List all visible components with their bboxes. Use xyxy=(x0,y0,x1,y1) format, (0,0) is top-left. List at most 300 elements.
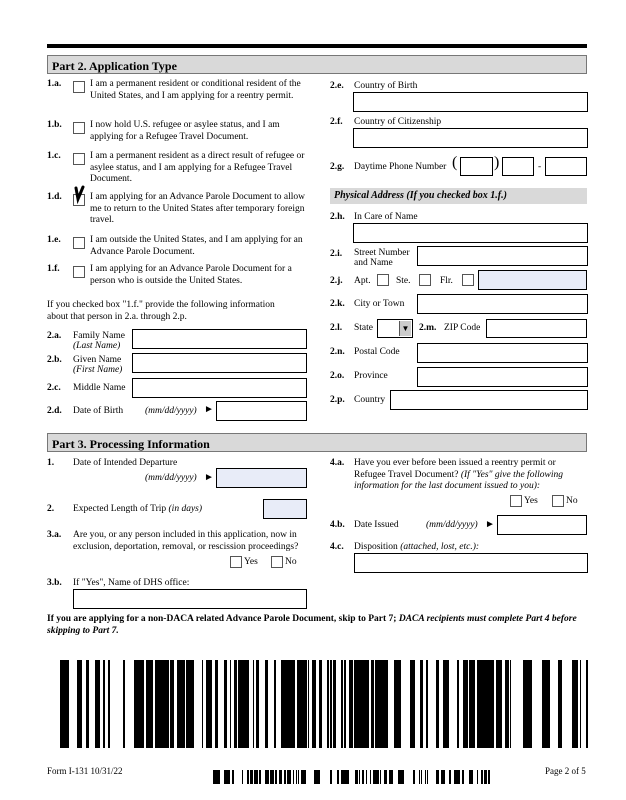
no-label: No xyxy=(566,496,578,506)
barcode-bar xyxy=(259,770,261,784)
barcode-bar xyxy=(312,660,313,748)
barcode-bar xyxy=(366,660,369,748)
barcode-bar xyxy=(217,660,218,748)
barcode-bar xyxy=(279,770,280,784)
dob-format: (mm/dd/yyyy) xyxy=(145,406,197,416)
barcode-bar xyxy=(412,660,415,748)
barcode-bar xyxy=(308,660,309,748)
barcode-bar xyxy=(471,770,473,784)
barcode-bar xyxy=(344,660,346,748)
barcode-bar xyxy=(281,660,282,748)
unit-number-input[interactable] xyxy=(478,270,587,290)
postal-code-input[interactable] xyxy=(417,343,588,363)
dhs-office-input[interactable] xyxy=(73,589,307,609)
care-of-input[interactable] xyxy=(353,223,588,243)
barcode-bar xyxy=(60,660,62,748)
part2-instruction: If you checked box "1.f." provide the following information about that person in 2.a. through 2.p. xyxy=(47,300,275,322)
barcode-bar xyxy=(256,660,259,748)
barcode-bar xyxy=(257,770,258,784)
barcode-bar xyxy=(400,660,401,748)
barcode-bar xyxy=(389,770,390,784)
barcode-bar xyxy=(180,660,183,748)
field-num: 3.b. xyxy=(47,578,62,588)
date-issued-label: Date Issued xyxy=(354,520,399,530)
disposition-label: Disposition (attached, lost, etc.): xyxy=(354,542,480,552)
barcode-bar xyxy=(86,660,89,748)
barcode-bar xyxy=(189,660,192,748)
date-issued-input[interactable] xyxy=(497,515,587,535)
barcode-bar xyxy=(81,660,82,748)
barcode-bar xyxy=(213,770,214,784)
barcode-bar xyxy=(293,770,294,784)
barcode-bar xyxy=(345,770,347,784)
barcode-bar xyxy=(373,770,375,784)
barcode-bar xyxy=(529,660,532,748)
barcode-bar xyxy=(242,770,243,784)
yes-label: Yes xyxy=(524,496,538,506)
barcode-bar xyxy=(155,660,158,748)
barcode-bar xyxy=(334,660,336,748)
ste-checkbox[interactable] xyxy=(419,274,431,286)
barcode-bar xyxy=(159,660,162,748)
field-num: 4.b. xyxy=(330,520,345,530)
barcode-bar xyxy=(168,660,169,748)
skip-notice: If you are applying for a non-DACA related Advance Parole Document, skip to Part 7; DACA recipients must complete Part 4 before skipping to Part 7. xyxy=(47,614,577,636)
barcode-bar xyxy=(462,770,464,784)
barcode-bar xyxy=(420,660,421,748)
barcode-bar xyxy=(444,770,445,784)
footer-barcode xyxy=(210,770,490,784)
barcode-bar xyxy=(158,660,159,748)
barcode-bar xyxy=(458,770,459,784)
middle-name-label: Middle Name xyxy=(73,383,126,393)
barcode-bar xyxy=(78,660,81,748)
barcode-bar xyxy=(62,660,65,748)
barcode-bar xyxy=(362,660,364,748)
barcode-bar xyxy=(356,770,357,784)
barcode-bar xyxy=(172,660,173,748)
checkmark-icon xyxy=(73,185,87,207)
barcode-bar xyxy=(370,770,371,784)
item-number: 1.e. xyxy=(47,235,61,245)
barcode-bar xyxy=(235,660,237,748)
proceedings-question: Are you, or any person included in this application, now in exclusion, deportation, removal, or rescission proceedings? xyxy=(73,530,299,552)
disposition-input[interactable] xyxy=(354,553,588,573)
barcode-bar xyxy=(228,770,230,784)
care-of-label: In Care of Name xyxy=(354,212,418,222)
family-name-label: Family Name xyxy=(73,331,125,341)
barcode-bar xyxy=(283,660,286,748)
postal-code-label: Postal Code xyxy=(354,347,400,357)
barcode-bar xyxy=(108,660,110,748)
flr-checkbox[interactable] xyxy=(462,274,474,286)
top-rule xyxy=(47,44,587,48)
barcode-bar xyxy=(230,660,231,748)
barcode-bar xyxy=(210,660,212,748)
prior-doc-no-checkbox[interactable] xyxy=(552,495,564,507)
arrow-right-icon: ► xyxy=(485,519,495,530)
barcode-bar xyxy=(560,660,562,748)
barcode-bar xyxy=(313,660,316,748)
barcode-bar xyxy=(316,770,318,784)
application-type-checkbox[interactable] xyxy=(73,237,85,249)
barcode-bar xyxy=(246,660,249,748)
barcode-bar xyxy=(558,660,560,748)
barcode-bar xyxy=(438,660,439,748)
barcode-bar xyxy=(402,770,404,784)
barcode-bar xyxy=(337,770,339,784)
country-label: Country xyxy=(354,395,386,405)
barcode-bar xyxy=(301,770,303,784)
country-citizenship-label: Country of Citizenship xyxy=(354,117,442,127)
barcode-bar xyxy=(253,660,254,748)
field-num: 3.a. xyxy=(47,530,62,540)
barcode-bar xyxy=(280,770,282,784)
country-birth-input[interactable] xyxy=(353,92,588,112)
barcode-bar xyxy=(469,660,471,748)
field-num: 2.e. xyxy=(330,81,344,91)
proceedings-yes-checkbox[interactable] xyxy=(230,556,242,568)
barcode-bar xyxy=(444,660,447,748)
barcode-bar xyxy=(436,770,438,784)
application-type-checkbox[interactable] xyxy=(73,153,85,165)
item-number: 1.a. xyxy=(47,79,62,89)
state-select[interactable] xyxy=(377,319,413,338)
barcode-bar xyxy=(141,660,142,748)
item-number: 1.d. xyxy=(47,192,62,202)
barcode-bar xyxy=(482,660,484,748)
barcode-bar xyxy=(463,660,466,748)
barcode-bar xyxy=(419,770,420,784)
barcode-bar xyxy=(224,770,226,784)
barcode-bar xyxy=(166,660,168,748)
barcode-bar xyxy=(364,660,366,748)
phone-prefix-input[interactable] xyxy=(502,157,534,176)
item-number: 1.c. xyxy=(47,151,61,161)
barcode-bar xyxy=(577,660,578,748)
barcode-bar xyxy=(219,770,220,784)
barcode-bar xyxy=(296,770,297,784)
barcode-bar xyxy=(341,770,343,784)
dob-input[interactable] xyxy=(216,401,307,421)
barcode-bar xyxy=(413,770,414,784)
barcode-bar xyxy=(580,660,581,748)
barcode-bar xyxy=(400,770,402,784)
barcode-bar xyxy=(318,770,320,784)
barcode-bar xyxy=(477,770,478,784)
barcode-bar xyxy=(146,660,148,748)
barcode-bar xyxy=(173,660,174,748)
barcode-bar xyxy=(298,770,299,784)
dob-label: Date of Birth xyxy=(73,406,124,416)
prior-doc-yes-checkbox[interactable] xyxy=(510,495,522,507)
barcode-bar xyxy=(97,660,100,748)
barcode-bar xyxy=(290,770,291,784)
street-label: Street Number xyxy=(354,248,410,258)
barcode-bar xyxy=(542,660,545,748)
trip-length-input[interactable] xyxy=(263,499,307,519)
barcode-bar xyxy=(330,660,332,748)
apt-checkbox[interactable] xyxy=(377,274,389,286)
province-input[interactable] xyxy=(417,367,588,387)
field-num: 2.d. xyxy=(47,406,62,416)
barcode-bar xyxy=(177,660,180,748)
part3-header: Part 3. Processing Information xyxy=(47,433,587,452)
barcode-bar xyxy=(398,770,400,784)
barcode-bar xyxy=(250,770,252,784)
barcode-bar xyxy=(350,660,353,748)
barcode-bar xyxy=(523,660,526,748)
barcode-bar xyxy=(243,660,246,748)
barcode-bar xyxy=(548,660,550,748)
province-label: Province xyxy=(354,371,388,381)
barcode-bar xyxy=(359,770,360,784)
barcode-bar xyxy=(288,770,290,784)
given-name-sub: (First Name) xyxy=(73,365,123,375)
application-type-checkbox[interactable] xyxy=(73,194,85,206)
field-num: 2.l. xyxy=(330,323,343,333)
barcode-bar xyxy=(65,660,66,748)
item-number: 1.f. xyxy=(47,264,60,274)
barcode-bar xyxy=(471,660,473,748)
pdf417-barcode xyxy=(58,660,590,748)
barcode-bar xyxy=(426,660,428,748)
application-type-text: I now hold U.S. refugee or asylee status, and I am applying for a Refugee Travel Document. xyxy=(90,120,280,142)
field-num: 2.m. xyxy=(419,323,437,333)
barcode-bar xyxy=(206,660,207,748)
barcode-bar xyxy=(170,660,172,748)
barcode-bar xyxy=(436,660,438,748)
application-type-text: I am a permanent resident or conditional resident of the United States, and I am applying for a reentry permit. xyxy=(90,79,301,101)
barcode-bar xyxy=(139,660,141,748)
barcode-bar xyxy=(448,660,449,748)
barcode-bar xyxy=(287,770,288,784)
barcode-bar xyxy=(137,660,139,748)
barcode-bar xyxy=(347,770,349,784)
barcode-bar xyxy=(586,660,588,748)
field-num: 2.k. xyxy=(330,299,345,309)
barcode-bar xyxy=(410,660,412,748)
country-birth-label: Country of Birth xyxy=(354,81,418,91)
barcode-bar xyxy=(397,660,400,748)
barcode-bar xyxy=(267,770,269,784)
city-input[interactable] xyxy=(417,294,588,314)
barcode-bar xyxy=(454,770,456,784)
barcode-bar xyxy=(302,660,305,748)
barcode-bar xyxy=(238,660,240,748)
barcode-bar xyxy=(427,770,428,784)
barcode-bar xyxy=(314,770,316,784)
physical-address-header: Physical Address (If you checked box 1.f.) xyxy=(330,188,587,204)
field-num: 2.i. xyxy=(330,249,343,259)
barcode-bar xyxy=(507,660,508,748)
barcode-bar xyxy=(240,660,241,748)
dhs-office-label: If "Yes", Name of DHS office: xyxy=(73,578,190,588)
barcode-bar xyxy=(354,660,357,748)
field-num: 2.j. xyxy=(330,276,343,286)
part2-header: Part 2. Application Type xyxy=(47,55,587,74)
barcode-bar xyxy=(384,770,386,784)
application-type-checkbox[interactable] xyxy=(73,81,85,93)
application-type-checkbox[interactable] xyxy=(73,266,85,278)
barcode-bar xyxy=(378,770,379,784)
barcode-bar xyxy=(255,770,257,784)
paren-open: ( xyxy=(452,154,458,171)
yes-label: Yes xyxy=(244,557,258,567)
barcode-bar xyxy=(186,660,187,748)
barcode-bar xyxy=(441,770,442,784)
paren-close: ) xyxy=(494,154,500,171)
barcode-bar xyxy=(526,660,529,748)
field-num: 2.g. xyxy=(330,162,345,172)
field-num: 2.b. xyxy=(47,355,62,365)
barcode-bar xyxy=(375,770,377,784)
apt-label: Apt. xyxy=(354,276,371,286)
barcode-bar xyxy=(162,660,163,748)
country-citizenship-input[interactable] xyxy=(353,128,588,148)
barcode-bar xyxy=(362,770,364,784)
trip-length-label: Expected Length of Trip (in days) xyxy=(73,504,203,514)
phone-area-input[interactable] xyxy=(460,157,493,176)
field-num: 4.c. xyxy=(330,542,344,552)
barcode-bar xyxy=(103,660,105,748)
flr-label: Flr. xyxy=(440,276,453,286)
middle-name-input[interactable] xyxy=(132,378,307,398)
barcode-bar xyxy=(391,770,393,784)
barcode-bar xyxy=(300,660,301,748)
application-type-text: I am applying for an Advance Parole Document to allow me to return to the United States after temporary foreign travel. xyxy=(90,192,306,225)
barcode-bar xyxy=(496,660,499,748)
barcode-bar xyxy=(379,660,382,748)
barcode-bar xyxy=(214,770,216,784)
application-type-text: I am outside the United States, and I am applying for an Advance Parole Document. xyxy=(90,235,303,257)
barcode-bar xyxy=(227,770,228,784)
page-number: Page 2 of 5 xyxy=(545,766,586,776)
barcode-bar xyxy=(575,660,577,748)
state-label: State xyxy=(354,323,373,333)
barcode-bar xyxy=(442,770,443,784)
barcode-bar xyxy=(481,770,483,784)
barcode-bar xyxy=(341,660,343,748)
barcode-bar xyxy=(477,660,479,748)
barcode-bar xyxy=(183,660,185,748)
field-num: 1. xyxy=(47,458,55,468)
barcode-bar xyxy=(163,660,166,748)
arrow-right-icon: ► xyxy=(204,472,214,483)
phone-line-input[interactable] xyxy=(545,157,587,176)
barcode-bar xyxy=(330,770,332,784)
barcode-bar xyxy=(349,660,350,748)
barcode-bar xyxy=(484,770,485,784)
barcode-bar xyxy=(486,660,489,748)
arrow-right-icon: ► xyxy=(204,404,214,415)
barcode-bar xyxy=(386,770,387,784)
country-input[interactable] xyxy=(390,390,588,410)
barcode-bar xyxy=(357,770,358,784)
barcode-bar xyxy=(304,770,306,784)
barcode-bar xyxy=(375,660,376,748)
dash: - xyxy=(538,162,542,172)
barcode-bar xyxy=(270,770,272,784)
barcode-bar xyxy=(485,770,486,784)
form-id: Form I-131 10/31/22 xyxy=(47,766,123,776)
barcode-bar xyxy=(224,660,227,748)
chevron-down-icon[interactable]: ▼ xyxy=(399,321,411,336)
street-label-2: and Name xyxy=(354,258,393,268)
barcode-bar xyxy=(479,660,482,748)
family-name-input[interactable] xyxy=(132,329,307,349)
barcode-bar xyxy=(380,770,381,784)
barcode-bar xyxy=(232,770,234,784)
barcode-bar xyxy=(491,660,494,748)
barcode-bar xyxy=(265,770,267,784)
barcode-bar xyxy=(319,660,322,748)
prior-doc-question: Have you ever before been issued a reentry permit or Refugee Travel Document? (If "Yes" give the following information for the last document issued to you): xyxy=(354,458,563,491)
barcode-bar xyxy=(149,660,152,748)
barcode-bar xyxy=(425,770,426,784)
barcode-bar xyxy=(473,660,475,748)
barcode-bar xyxy=(202,660,203,748)
barcode-bar xyxy=(359,660,362,748)
field-num: 2.a. xyxy=(47,331,62,341)
barcode-bar xyxy=(275,770,277,784)
barcode-bar xyxy=(274,660,276,748)
barcode-bar xyxy=(207,660,210,748)
proceedings-no-checkbox[interactable] xyxy=(271,556,283,568)
barcode-bar xyxy=(292,660,293,748)
zip-input[interactable] xyxy=(486,319,587,338)
barcode-bar xyxy=(382,660,385,748)
barcode-bar xyxy=(123,660,125,748)
barcode-bar xyxy=(284,770,286,784)
barcode-bar xyxy=(438,770,439,784)
barcode-bar xyxy=(394,660,397,748)
barcode-bar xyxy=(297,660,300,748)
given-name-input[interactable] xyxy=(132,353,307,373)
barcode-bar xyxy=(252,770,253,784)
barcode-bar xyxy=(77,660,78,748)
barcode-bar xyxy=(187,660,189,748)
barcode-bar xyxy=(152,660,153,748)
street-input[interactable] xyxy=(417,246,588,266)
field-num: 4.a. xyxy=(330,458,345,468)
barcode-bar xyxy=(293,660,295,748)
barcode-bar xyxy=(469,770,470,784)
barcode-bar xyxy=(456,770,458,784)
barcode-bar xyxy=(241,660,242,748)
barcode-bar xyxy=(333,660,334,748)
barcode-bar xyxy=(242,660,243,748)
field-num: 2.f. xyxy=(330,117,343,127)
barcode-bar xyxy=(142,660,144,748)
barcode-bar xyxy=(343,770,345,784)
field-num: 2.c. xyxy=(47,383,61,393)
barcode-bar xyxy=(421,770,422,784)
barcode-bar xyxy=(254,770,255,784)
barcode-bar xyxy=(95,660,97,748)
barcode-bar xyxy=(510,660,511,748)
barcode-bar xyxy=(272,770,274,784)
departure-input[interactable] xyxy=(216,468,307,488)
barcode-bar xyxy=(499,660,502,748)
phone-label: Daytime Phone Number xyxy=(354,162,447,172)
barcode-bar xyxy=(485,660,486,748)
barcode-bar xyxy=(414,770,415,784)
barcode-bar xyxy=(234,660,235,748)
application-type-checkbox[interactable] xyxy=(73,122,85,134)
departure-format: (mm/dd/yyyy) xyxy=(145,473,197,483)
application-type-text: I am applying for an Advance Parole Document for a person who is outside the United States. xyxy=(90,264,292,286)
